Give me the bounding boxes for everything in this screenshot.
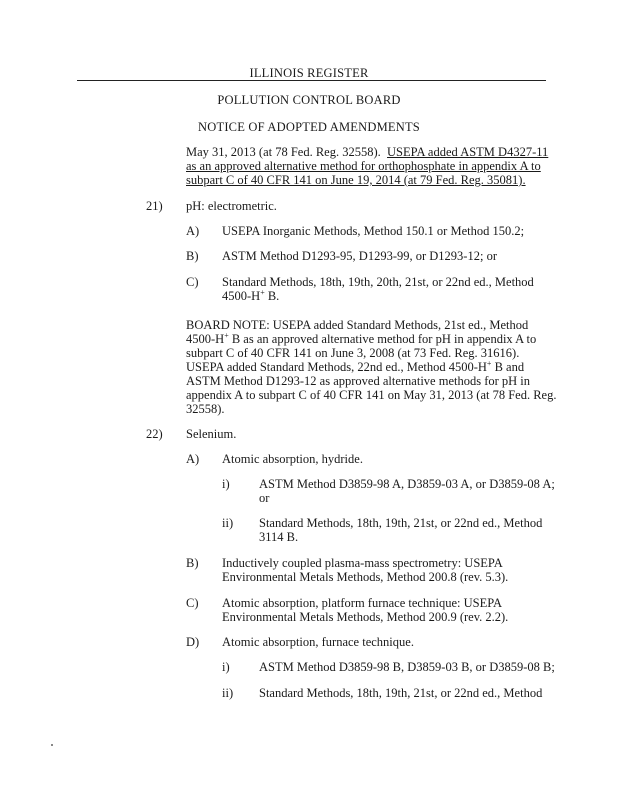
item-22-a-ii-line-2: 3114 B. — [259, 530, 299, 544]
board-note-line-2 — [186, 332, 536, 346]
item-21-c-label: C) — [186, 275, 199, 289]
item-22-a-ii-label: ii) — [222, 516, 234, 530]
item-22-c-line-2: Environmental Metals Methods, Method 200.9 (rev. 2.2). — [222, 610, 509, 624]
item-22-title: Selenium. — [186, 427, 237, 441]
item-21-a-text: USEPA Inorganic Methods, Method 150.1 or Method 150.2; — [222, 224, 525, 238]
intro-underlined-text: USEPA added ASTM D4327-11 — [387, 145, 549, 159]
item-21-number: 21) — [146, 199, 163, 213]
method-code: 4500-H — [222, 289, 261, 303]
item-21-b-label: B) — [186, 249, 199, 263]
header-rule — [77, 80, 546, 81]
note-text: USEPA added Standard Methods, 22nd ed., Method 4500-H — [186, 360, 487, 374]
item-21-b-text: ASTM Method D1293-95, D1293-99, or D1293-12; or — [222, 249, 497, 263]
board-note-line-5: ASTM Method D1293-12 as approved alternative methods for pH in — [186, 374, 531, 388]
intro-text: May 31, 2013 (at 78 Fed. Reg. 32558). — [186, 145, 381, 159]
board-note-line-7: 32558). — [186, 402, 225, 416]
item-22-d-ii-text: Standard Methods, 18th, 19th, 21st, or 22nd ed., Method — [259, 686, 543, 700]
item-21-title: pH: electrometric. — [186, 199, 277, 213]
board-note-line-1: BOARD NOTE: USEPA added Standard Methods, 21st ed., Method — [186, 318, 529, 332]
superscript-plus: + — [224, 330, 229, 340]
item-22-b-line-1: Inductively coupled plasma-mass spectrometry: USEPA — [222, 556, 503, 570]
board-note-line-6: appendix A to subpart C of 40 CFR 141 on May 31, 2013 (at 78 Fed. Reg. — [186, 388, 557, 402]
item-22-a-text: Atomic absorption, hydride. — [222, 452, 363, 466]
item-22-d-i-text: ASTM Method D3859-98 B, D3859-03 B, or D3859-08 B; — [259, 660, 555, 674]
item-22-a-i-line-1: ASTM Method D3859-98 A, D3859-03 A, or D3859-08 A; — [259, 477, 555, 491]
register-title: ILLINOIS REGISTER — [249, 66, 369, 80]
item-22-b-line-2: Environmental Metals Methods, Method 200.8 (rev. 5.3). — [222, 570, 509, 584]
item-22-a-i-label: i) — [222, 477, 230, 491]
item-22-d-ii-label: ii) — [222, 686, 234, 700]
method-code: 4500-H — [186, 332, 225, 346]
item-22-c-label: C) — [186, 596, 199, 610]
item-22-d-label: D) — [186, 635, 200, 649]
item-22-a-i-line-2: or — [259, 491, 270, 505]
item-21-c-line-2 — [222, 289, 279, 303]
board-note-line-3: subpart C of 40 CFR 141 on June 3, 2008 (at 73 Fed. Reg. 31616). — [186, 346, 520, 360]
item-22-d-text: Atomic absorption, furnace technique. — [222, 635, 414, 649]
method-suffix: B. — [264, 289, 280, 303]
item-21-c-line-1: Standard Methods, 18th, 19th, 20th, 21st, or 22nd ed., Method — [222, 275, 534, 289]
note-text: B as an approved alternative method for pH in appendix A to — [228, 332, 537, 346]
item-21-a-label: A) — [186, 224, 200, 238]
item-22-c-line-1: Atomic absorption, platform furnace technique: USEPA — [222, 596, 503, 610]
intro-line-1 — [186, 145, 548, 159]
item-22-b-label: B) — [186, 556, 199, 570]
item-22-number: 22) — [146, 427, 163, 441]
superscript-plus: + — [486, 358, 492, 368]
item-22-a-label: A) — [186, 452, 200, 466]
notice-title: NOTICE OF ADOPTED AMENDMENTS — [198, 120, 420, 134]
board-title: POLLUTION CONTROL BOARD — [217, 93, 401, 107]
note-text: B and — [491, 360, 525, 374]
scan-speck — [51, 744, 53, 746]
intro-line-3: subpart C of 40 CFR 141 on June 19, 2014 (at 79 Fed. Reg. 35081). — [186, 173, 526, 187]
superscript-plus: + — [260, 287, 265, 297]
board-note-line-4 — [186, 360, 524, 374]
intro-line-2: as an approved alternative method for orthophosphate in appendix A to — [186, 159, 541, 173]
item-22-a-ii-line-1: Standard Methods, 18th, 19th, 21st, or 22nd ed., Method — [259, 516, 543, 530]
item-22-d-i-label: i) — [222, 660, 230, 674]
